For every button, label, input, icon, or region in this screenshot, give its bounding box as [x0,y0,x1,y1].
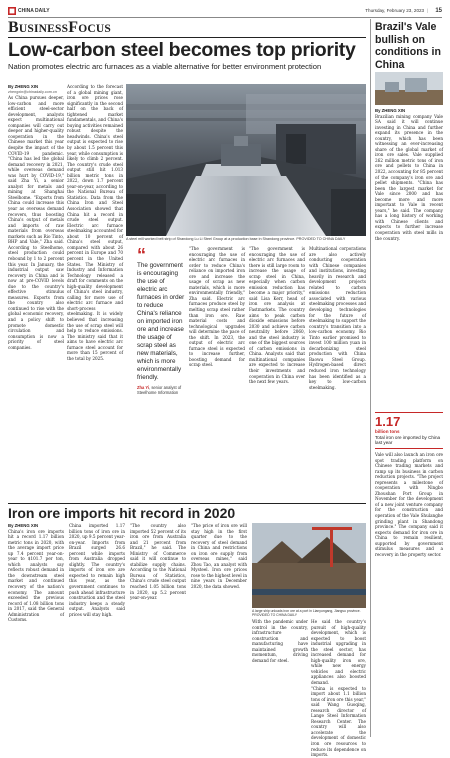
second-story-rule [8,503,366,504]
masthead: CHINA DAILY Thursday, February 23, 2023 | 15 [8,5,442,16]
quote-mark-icon: “ [137,245,146,265]
main-column-5 [249,246,305,499]
pull-quote-text: The government is encouraging the use of electric arc furnaces in order to reduce China's reliance on imported iron ore and increase the usage of scrap steel as new materials, which is more environmentally friendly. [137,262,185,381]
steel-mill-photo [126,84,366,236]
second-column-2 [69,523,125,737]
second-column-5 [252,619,308,737]
issue-date: Thursday, February 23, 2023 [365,8,425,13]
vale-photo [375,72,443,105]
section-rule [8,37,366,38]
pull-quote-attribution: Zha Yi, senior analyst of Steelhome Information [137,385,182,395]
stat-value: 1.17 [375,414,401,429]
sidebar-text-b: Vale will also launch an iron ore spot trading platform on Chinese trading markets and ramp up its business in carbon reduction projects. "The project represents a milestone of cooperation with Ningbo Zhoushan Port Group in November for the development of a new joint venture company for the construction and operation of the Vale Shulanghe grinding plant in Shandong province." The company said it expects demand for iron ore in China to remain resilient, supported by government stimulus measures and a recovery in the property sector. [375,452,443,557]
second-headline: Iron ore imports hit record in 2020 [8,505,236,521]
china-daily-logo-icon [8,7,16,15]
sidebar-byline: By ZHENG XIN [375,108,406,113]
main-headline: Low-carbon steel becomes top priority [8,39,356,61]
main-text-col2: According to the forecast of a global mining giant, iron ore prices rose significantly in the second half on the back of tightened market fundamentals, and China's buying activities remained robust despite the headwinds. China's steel output is expected to rise by about 1.5 percent this year, while consumption is likely to climb 2 percent. The country's crude steel output still hit 1.013 billion metric tons in 2022, down 1.7 percent year-on-year, according to the National Bureau of Statistics. Data from the China Iron and Steel Association showed that China hit a record in crude steel output. Electric arc furnace steelmaking accounted for about 10 percent of China's steel output, compared with about 26 percent in Europe and 70 percent in the United States. The Ministry of Industry and Information Technology released a draft for comments on the high-quality development of China's steel industry, calling for more use of electric arc furnace and short-process steelmaking. It is widely believed that increasing the use of scrap steel will help to reduce emissions. The ministry said that it aims to have electric arc furnace steel account for more than 15 percent of the total by 2025. [67,84,123,361]
stat-rule-bottom [375,448,443,449]
second-text-col4: "The price of iron ore will stay high in the first quarter due to the recovery of steel demand in China and restrictions on iron ore supply from overseas mines," said Zhou Tao, an analyst with Mysteel. Iron ore prices rose to the highest level in nine years in December 2020, the data showed. [191,523,247,590]
second-text-col5: With the pandemic under control in the country, infrastructure construction and manufacturing have maintained growth momentum, driving demand for steel. [252,619,308,663]
second-byline: By ZHENG XIN [8,523,39,528]
main-email[interactable]: zhengxin@chinadaily.com.cn [8,89,57,94]
sidebar-column-a [375,108,443,408]
main-text-col1: As China pursues deeper, low-carbon and more efficient steel-sector development, analysts expect multinational companies will carry out deeper and higher-quality cooperation in the Chinese market this year despite the impact of the COVID-19 pandemic. "China has led the global demand recovery in 2021, while overseas demand was hurt by COVID-19," said Zha Yi, a senior analyst for metals and mining at Shanghai Steelhome. "Exports from China could increase this year as overseas demand recovers, thus boosting China's output of metals and imports of raw materials from overseas markets such as Rio Tinto, BHP and Vale," Zha said. According to Steelhome, steel production could rebound by 1 to 2 percent this year. In January, the industrial output saw recovery in China and is now at pre-COVID levels due to the country's effective stimulus measures. Exports from the country also continued to rise with the global economic recovery, and a policy shift to promote domestic circulation and consumption is now a priority of steel companies. [8,95,64,350]
second-text-col1: China's iron ore imports hit a record 1.17 billion metric tons in 2020, with the average import price up 7.4 percent year-on-year to $101.7 per ton, which analysts say reflects robust demand in the downstream steel market and continued recovery of the nation's economy. The amount exceeded the previous record of 1.08 billion tons in 2017, said the General Administration of Customs. [8,528,64,623]
steel-mill-image [126,84,366,236]
stat-rule-top [375,412,443,413]
main-column-4 [189,246,245,499]
main-column-3 [309,246,366,499]
paper-name: CHINA DAILY [18,7,50,14]
second-text-col6: He said the country's pursuit of high-quality development, which is expected to boost industrial upgrading in the steel sector, has increased demand for high-quality iron ore, while new energy vehicles and electric appliances also boosted demand. [311,619,366,686]
main-text-col3: Multinational corporations are also actively conducting cooperation with Chinese companies and institutions, investing heavily in research and development projects related to carbon emissions reduction associated with various steelmaking processes and developing technologies for the future of steelmaking to support the country's transition into a low-carbon economy. Rio Tinto earlier promised to invest 100 million yuan in decarbonizing steel production with China Baowu Steel Group. Hydrogen-based direct reduced iron technology has been identified as a key to low-carbon steelmaking. [309,246,366,390]
sidebar-column-b [375,452,443,737]
second-photo-caption: A large ship unloads iron ore at a port in Lianyungang, Jiangsu province. PROVIDED TO CHINA DAILY [252,609,361,618]
second-text-col3: "The country also imported 52 percent of its iron ore from Australia and 21 percent from Brazil," he said. The Ministry of Commerce said it will continue to stabilize supply chains. According to the National Bureau of Statistics, China's crude steel output reached 1.05 billion tons in 2020, up 5.2 percent year-on-year. [130,523,186,601]
main-text-col5: "The government is encouraging the use of electric arc furnaces and there is still large room to increase the usage of scrap steel in China, especially when carbon emission reduction has become a major priority," said Lisa Kerr, head of iron ore analysis at Fastmarkets. The country aims to peak carbon dioxide emissions before 2030 and achieve carbon neutrality before 2060, and the steel industry is one of the biggest sources of carbon emissions in China. Analysts said that multinational companies are expected to increase their investments and cooperation in China over the next few years. [249,246,305,385]
second-column-4 [191,523,247,737]
stat-unit: billion tons [375,429,400,434]
sidebar-text-a: Brazilian mining company Vale SA said it will continue investing in China and further expand its presence in the country, which has been witnessing an ever-increasing share of the global market of iron ore sales. Vale supplied 262 million metric tons of iron ore and pellets to China in 2022, accounting for 85 percent of the company's iron ore and pellet shipments. "China has been the largest market for Vale since 2000 and has become more and more important to Vale in recent years," he said. The company has a long history of working with Chinese clients and expects to further increase cooperation with steel mills in the country. [375,113,443,241]
vale-image [375,72,443,105]
port-image [252,523,366,608]
main-byline: By ZHENG XIN [8,84,39,89]
top-rule [8,17,442,18]
pull-quote [137,245,185,395]
second-column-6 [311,619,366,758]
main-deck: Nation promotes electric arc furnaces as a viable alternative for better environment protection [8,62,322,71]
second-column-1 [8,523,64,737]
main-text-col4: "The government is encouraging the use of electric arc furnaces in order to reduce China's reliance on imported iron ore and increase the usage of scrap as new materials, which is more environmentally friendly," Zha said. Electric arc furnaces produce steel by melting scrap steel rather than iron ore. Raw material costs and technological upgrades will determine the pace of the shift. In 2023, the output of electric arc furnace steel is expected to increase further, boosting demand for scrap steel. [189,246,245,368]
main-column-1 [8,84,64,499]
second-text-col7: "China is expected to import about 1.1 billion tons of iron ore this year," said Wang Guoqing, research director of Lange Steel Information Research Center. The country will also accelerate the development of domestic iron ore resources to reduce its dependence on imports. [311,685,366,758]
main-column-2 [67,84,123,499]
sidebar-headline: Brazil's Vale bullish on conditions in China [375,21,441,71]
section-title: BUSINESSFOCUS [8,19,111,36]
main-photo-caption: A steel mill worked belt strip of Shandong Lu Li Steel Group at a production base in Shandong province. PROVIDED TO CHINA DAILY [126,237,346,241]
port-photo [252,523,366,608]
second-column-3 [130,523,186,737]
page-number: 15 [435,7,442,14]
second-text-col2: China imported 1.17 billion tons of iron ore in 2020, up 9.5 percent year-on-year. Imports from Brazil surged 26.6 percent while imports from Australia dropped slightly. The country's imports of iron ore are expected to remain high this year, as the government continues to push ahead infrastructure construction and the steel industry keeps a steady output. Analysts said prices will stay high. [69,523,125,617]
sidebar-stat [375,410,443,451]
stat-label: Total iron ore imported by China last year [375,434,441,446]
sidebar-divider [370,19,371,737]
